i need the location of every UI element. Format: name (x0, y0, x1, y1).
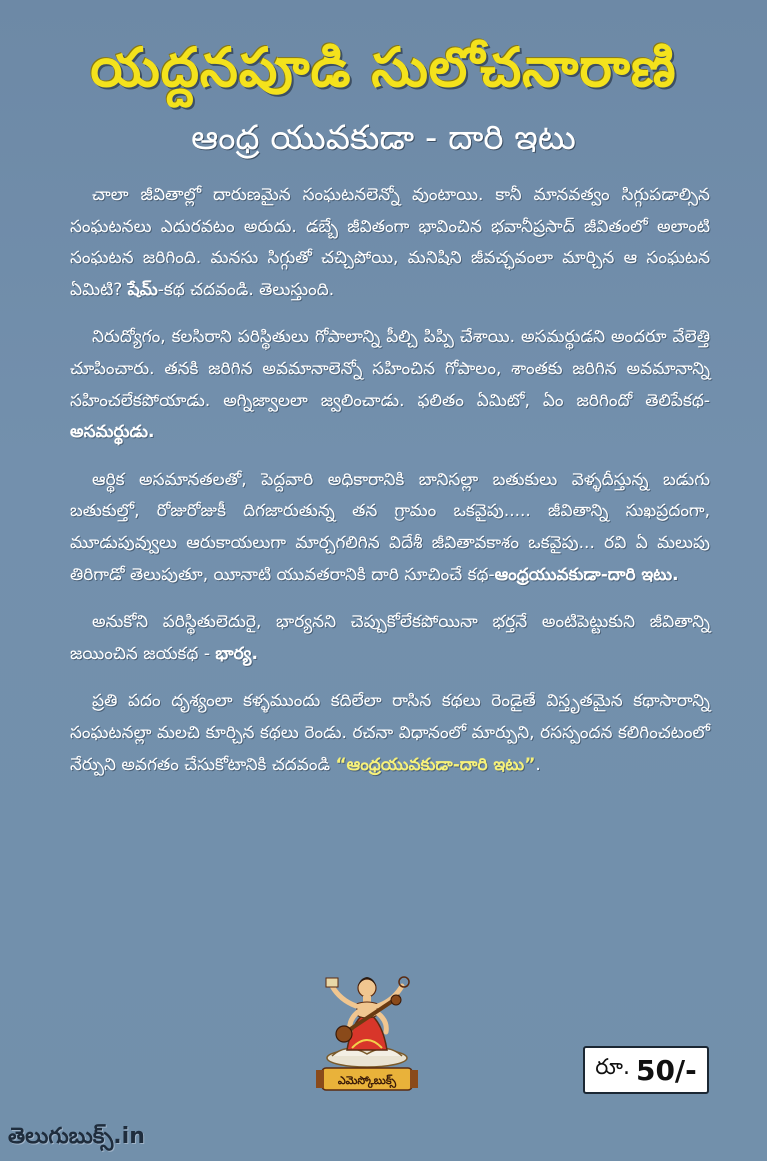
paragraph-text: చాలా జీవితాల్లో దారుణమైన సంఘటనలెన్నో వుంటాయి. కానీ మానవత్వం సిగ్గుపడాల్సిన సంఘటనలు ఎదురవటం అరుదు. డబ్బే జీవితంగా భావించిన భవానీప్రసాద్ జీవితంలో అలాంటి సంఘటన జరిగింది. మనసు సిగ్గుతో చచ్చిపోయి, మనిషిని జీవచ్ఛవంలా మార్చిన ఆ సంఘటన ఏమిటి? (70, 185, 710, 300)
paragraph-text: ప్రతి పదం దృశ్యంలా కళ్ళముందు కదిలేలా రాసిన కథలు రెండైతే విస్తృతమైన కథాసారాన్ని సంఘటనల్లా మలచి కూర్చిన కథలు రెండు. రచనా విధానంలో మార్పుని, రసస్పందన కలిగించటంలో నేర్పుని అవగతం చేసుకోటానికి చదవండి (70, 691, 710, 775)
paragraph-text: నిరుద్యోగం, కలసిరాని పరిస్థితులు గోపాలాన్ని పీల్చి పిప్పి చేశాయి. అసమర్థుడని అందరూ వేలెత్తి చూపించారు. తనకి జరిగిన అవమానాలెన్నో సహించిన గోపాలం, శాంతకు జరిగిన అవమానాన్ని సహించలేకపోయాడు. అగ్నిజ్వాలలా జ్వలించాడు. ఫలితం ఏమిటో, ఏం జరిగిందో తెలిపేకథ- (70, 327, 710, 411)
highlight-title: “ఆంధ్రయువకుడా-దారి ఇటు” (335, 754, 536, 775)
book-title: ఆంధ్ర యువకుడా - దారి ఇటు (191, 118, 576, 158)
story-title-andhra-yuvakuda: ఆంధ్రయువకుడా-దారి ఇటు. (494, 564, 679, 585)
blurb-paragraph-asamarthudu (70, 322, 710, 448)
saraswati-icon (292, 950, 442, 1100)
site-watermark: తెలుగుబుక్స్.in (8, 1124, 145, 1149)
publisher-logo (292, 950, 442, 1100)
story-title-bharya: భార్య. (215, 643, 258, 664)
blurb-paragraph-summary (70, 686, 710, 781)
price-tag (583, 1046, 709, 1094)
price-amount: 50/- (635, 1053, 697, 1087)
blurb (70, 180, 710, 797)
paragraph-text: ఆర్థిక అసమానతలతో, పెద్దవారి అధికారానికి బానిసల్లా బతుకులు వెళ్ళదీస్తున్న బడుగు బతుకుల్తో, రోజురోజుకీ దిగజారుతున్న తన గ్రామం ఒకవైపు..... జీవితాన్ని సుఖప్రదంగా, మూడుపువ్వులు ఆరుకాయలుగా మార్చగలిగిన విదేశీ జీవితావకాశం ఒకవైపు... రవి ఏ మలుపు తిరిగాడో తెలుపుతూ, యీనాటి యువతరానికి దారి సూచించే కథ- (70, 469, 710, 585)
story-title-shame: షేమ్ (127, 279, 158, 300)
author-name: యద్దనపూడి సులోచనారాణి (90, 36, 677, 99)
blurb-paragraph-andhra-yuvakuda (70, 465, 710, 591)
price-currency: రూ. (595, 1055, 630, 1080)
blurb-paragraph-bharya (70, 607, 710, 670)
blurb-paragraph-shame (70, 180, 710, 306)
publisher-name: ఎమెస్కోబుక్స్ (337, 1074, 397, 1087)
paragraph-text: అనుకోని పరిస్థితులెదురై, భార్యనని చెప్పుకోలేకపోయినా భర్తనే అంటిపెట్టుకుని జీవితాన్ని జయించిన జయకథ - (70, 612, 710, 664)
paragraph-tail: -కథ చదవండి. తెలుస్తుంది. (157, 279, 335, 300)
paragraph-tail: . (535, 754, 541, 775)
story-title-asamarthudu: అసమర్థుడు. (70, 422, 155, 443)
